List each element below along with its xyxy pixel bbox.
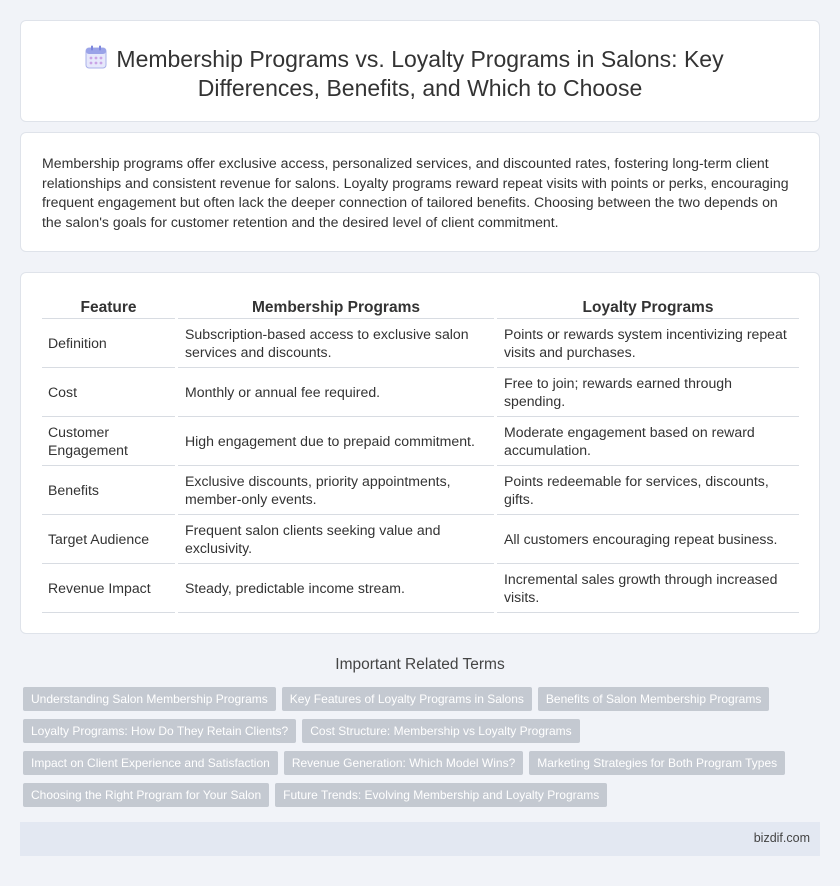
related-term-tag[interactable]: Cost Structure: Membership vs Loyalty Programs bbox=[302, 719, 579, 743]
cell-feature: Definition bbox=[42, 319, 175, 368]
cell-loyalty: Points redeemable for services, discounts, gifts. bbox=[497, 466, 799, 515]
cell-loyalty: All customers encouraging repeat business. bbox=[497, 515, 799, 564]
related-term-tag[interactable]: Loyalty Programs: How Do They Retain Clients? bbox=[23, 719, 296, 743]
footer-brand: bizdif.com bbox=[753, 831, 810, 845]
header-card bbox=[20, 20, 820, 122]
cell-membership: Exclusive discounts, priority appointments, member-only events. bbox=[178, 466, 494, 515]
table-row bbox=[42, 417, 799, 466]
comparison-table bbox=[42, 297, 799, 613]
table-row bbox=[42, 466, 799, 515]
intro-paragraph: Membership programs offer exclusive access, personalized services, and discounted rates, fostering long-term client relationships and consistent revenue for salons. Loyalty programs reward repeat visits with points or perks, encouraging frequent engagement but often lack the deeper connection of tailored benefits. Choosing between the two depends on the salon's goals for customer retention and the desired level of client commitment. bbox=[42, 155, 789, 230]
related-term-tag[interactable]: Understanding Salon Membership Programs bbox=[23, 687, 276, 711]
cell-membership: Frequent salon clients seeking value and exclusivity. bbox=[178, 515, 494, 564]
cell-feature: Cost bbox=[42, 368, 175, 417]
header-feature: Feature bbox=[42, 297, 175, 319]
footer bbox=[20, 822, 820, 856]
related-term-tag[interactable]: Impact on Client Experience and Satisfaction bbox=[23, 751, 278, 775]
related-term-tag[interactable]: Key Features of Loyalty Programs in Salons bbox=[282, 687, 532, 711]
related-terms-row bbox=[23, 719, 813, 751]
table-row bbox=[42, 319, 799, 368]
header-loyalty: Loyalty Programs bbox=[497, 297, 799, 319]
related-term-tag[interactable]: Revenue Generation: Which Model Wins? bbox=[284, 751, 523, 775]
related-term-tag[interactable]: Benefits of Salon Membership Programs bbox=[538, 687, 769, 711]
cell-membership: Steady, predictable income stream. bbox=[178, 564, 494, 613]
cell-membership: High engagement due to prepaid commitment. bbox=[178, 417, 494, 466]
cell-feature: Customer Engagement bbox=[42, 417, 175, 466]
related-term-tag[interactable]: Choosing the Right Program for Your Salon bbox=[23, 783, 269, 807]
related-terms-row bbox=[23, 687, 813, 719]
related-term-tag[interactable]: Future Trends: Evolving Membership and Loyalty Programs bbox=[275, 783, 607, 807]
intro-card bbox=[20, 132, 820, 252]
related-terms-row bbox=[23, 783, 813, 815]
page-title: Membership Programs vs. Loyalty Programs in Salons: Key Differences, Benefits, and Which to Choose bbox=[116, 46, 724, 101]
cell-loyalty: Incremental sales growth through increased visits. bbox=[497, 564, 799, 613]
cell-membership: Subscription-based access to exclusive salon services and discounts. bbox=[178, 319, 494, 368]
cell-loyalty: Points or rewards system incentivizing repeat visits and purchases. bbox=[497, 319, 799, 368]
cell-membership: Monthly or annual fee required. bbox=[178, 368, 494, 417]
table-header-row bbox=[42, 297, 799, 319]
table-row bbox=[42, 564, 799, 613]
header-membership: Membership Programs bbox=[178, 297, 494, 319]
cell-feature: Target Audience bbox=[42, 515, 175, 564]
cell-feature: Benefits bbox=[42, 466, 175, 515]
cell-feature: Revenue Impact bbox=[42, 564, 175, 613]
related-term-tag[interactable]: Marketing Strategies for Both Program Types bbox=[529, 751, 785, 775]
table-row bbox=[42, 368, 799, 417]
related-terms-row bbox=[23, 751, 813, 783]
cell-loyalty: Moderate engagement based on reward accumulation. bbox=[497, 417, 799, 466]
cell-loyalty: Free to join; rewards earned through spending. bbox=[497, 368, 799, 417]
related-terms-title: Important Related Terms bbox=[335, 656, 505, 673]
related-terms-list bbox=[23, 687, 813, 815]
table-row bbox=[42, 515, 799, 564]
comparison-card bbox=[20, 272, 820, 634]
